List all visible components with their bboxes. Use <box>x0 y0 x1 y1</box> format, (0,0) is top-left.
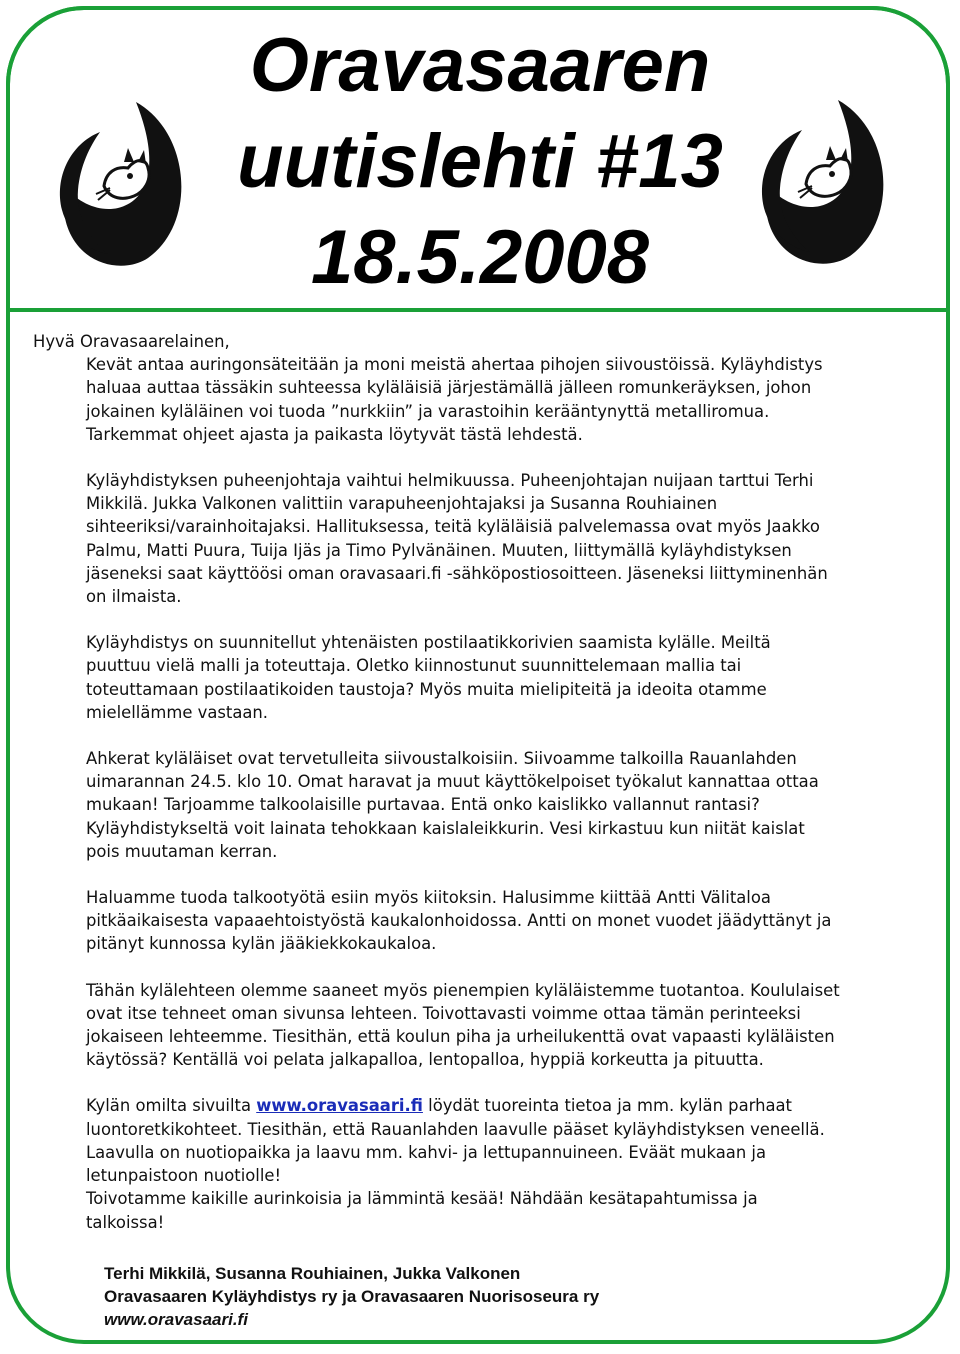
text-line: pois muutaman kerran. <box>86 841 278 861</box>
text-line <box>86 1094 913 1117</box>
text-line: talkoissa! <box>86 1212 165 1232</box>
text-line: Laavulla on nuotiopaikka ja laavu mm. kahvi- ja lettupannuineen. Eväät mukaan ja <box>86 1142 767 1162</box>
signature-block <box>104 1262 599 1331</box>
signature-website: www.oravasaari.fi <box>104 1310 248 1329</box>
paragraph-cleanup <box>86 747 913 863</box>
text-line: mielellämme vastaan. <box>86 702 269 722</box>
title-line: uutislehti #13 <box>237 119 723 204</box>
text-line: luontoretkikohteet. Tiesithän, että Rauanlahden laavulle pääset kyläyhdistyksen veneellä. <box>86 1119 825 1139</box>
text-segment: Kylän omilta sivuilta <box>86 1096 257 1116</box>
squirrel-logo-icon <box>40 92 200 272</box>
text-line: jokaiseen lehteemme. Tiesithän, että koulun piha ja urheilukenttä ovat vapaasti kyläläisten <box>86 1027 835 1047</box>
text-line: jokainen kyläläinen voi tuoda ”nurkkiin” ja varastoihin kerääntynyttä metalliromua. <box>86 401 770 421</box>
text-line: jäseneksi saat käyttöösi oman oravasaari.fi -sähköpostiosoitteen. Jäseneksi liittyminenhän <box>86 563 828 583</box>
text-line: käytössä? Kentällä voi pelata jalkapalloa, lentopalloa, hyppiä korkeutta ja pituutta. <box>86 1050 764 1070</box>
text-line: Tarkemmat ohjeet ajasta ja paikasta löytyvät tästä lehdestä. <box>86 424 583 444</box>
text-line: toteuttamaan postilaatikoiden taustoja? Myös muita mielipiteitä ja ideoita otamme <box>86 679 767 699</box>
text-line: sihteeriksi/varainhoitajaksi. Hallituksessa, teitä kyläläisiä palvelemassa ovat myös Jaakko <box>86 517 820 537</box>
text-line: mukaan! Tarjoamme talkoolaisille purtavaa. Entä onko kaislikko vallannut rantasi? <box>86 795 760 815</box>
text-line: uimarannan 24.5. klo 10. Omat haravat ja muut käyttökelpoiset työkalut kannattaa ottaa <box>86 772 819 792</box>
paragraph-thanks <box>86 886 913 956</box>
text-line: Haluamme tuoda talkootyötä esiin myös kiitoksin. Halusimme kiittää Antti Välitaloa <box>86 888 771 908</box>
text-line: on ilmaista. <box>86 587 182 607</box>
newsletter-title <box>180 18 780 306</box>
text-line: Kyläyhdistyksen puheenjohtaja vaihtui helmikuussa. Puheenjohtajan nuijaan tarttui Terhi <box>86 471 814 491</box>
paragraph-school <box>86 979 913 1072</box>
text-line: Tähän kylälehteen olemme saaneet myös pienempien kyläläistemme tuotantoa. Koululaiset <box>86 980 840 1000</box>
text-line: Kyläyhdistykseltä voit lainata tehokkaan kaislaleikkurin. Vesi kirkastuu kun niität kaislat <box>86 818 805 838</box>
text-segment: löydät tuoreinta tietoa ja mm. kylän parhaat <box>422 1096 792 1116</box>
text-line: Toivotamme kaikille aurinkoisia ja lämmintä kesää! Nähdään kesätapahtumissa ja <box>86 1189 758 1209</box>
paragraph-board <box>86 469 913 608</box>
paragraph-website <box>86 1094 913 1233</box>
text-line: pitkäaikaisesta vapaaehtoistyöstä kaukalonhoidossa. Antti on monet vuodet jäädyttänyt ja <box>86 911 832 931</box>
letter-body <box>33 330 913 1257</box>
text-line: haluaa auttaa tässäkin suhteessa kyläläisiä järjestämällä jälleen romunkeräyksen, johon <box>86 378 812 398</box>
text-line: Kyläyhdistys on suunnitellut yhtenäisten postilaatikkorivien saamista kylälle. Meiltä <box>86 633 771 653</box>
text-line: letunpaistoon nuotiolle! <box>86 1166 282 1186</box>
signature-orgs: Oravasaaren Kyläyhdistys ry ja Oravasaaren Nuorisoseura ry <box>104 1287 600 1306</box>
paragraph-intro <box>86 353 913 446</box>
text-line: pitänyt kunnossa kylän jääkiekkokaukaloa. <box>86 934 437 954</box>
title-line: 18.5.2008 <box>310 215 650 300</box>
text-line: Mikkilä. Jukka Valkonen valittiin varapuheenjohtajaksi ja Susanna Rouhiainen <box>86 494 718 514</box>
text-line: ovat itse tehneet oman sivunsa lehteen. Toivottavasti voimme ottaa tämän perinteeksi <box>86 1003 801 1023</box>
paragraph-mailboxes <box>86 631 913 724</box>
title-line: Oravasaaren <box>249 23 711 108</box>
text-line: Palmu, Matti Puura, Tuija Ijäs ja Timo Pylvänäinen. Muuten, liittymällä kyläyhdistyksen <box>86 540 792 560</box>
text-line: puuttuu vielä malli ja toteuttaja. Oletko kiinnostunut suunnittelemaan mallia tai <box>86 656 742 676</box>
salutation: Hyvä Oravasaarelainen, <box>33 332 230 351</box>
text-line: Ahkerat kyläläiset ovat tervetulleita siivoustalkoisiin. Siivoamme talkoilla Rauanlahden <box>86 749 797 769</box>
website-link[interactable]: www.oravasaari.fi <box>256 1096 423 1116</box>
signature-names: Terhi Mikkilä, Susanna Rouhiainen, Jukka Valkonen <box>104 1264 521 1283</box>
text-line: Kevät antaa auringonsäteitään ja moni meistä ahertaa pihojen siivoustöissä. Kyläyhdistys <box>86 355 823 375</box>
